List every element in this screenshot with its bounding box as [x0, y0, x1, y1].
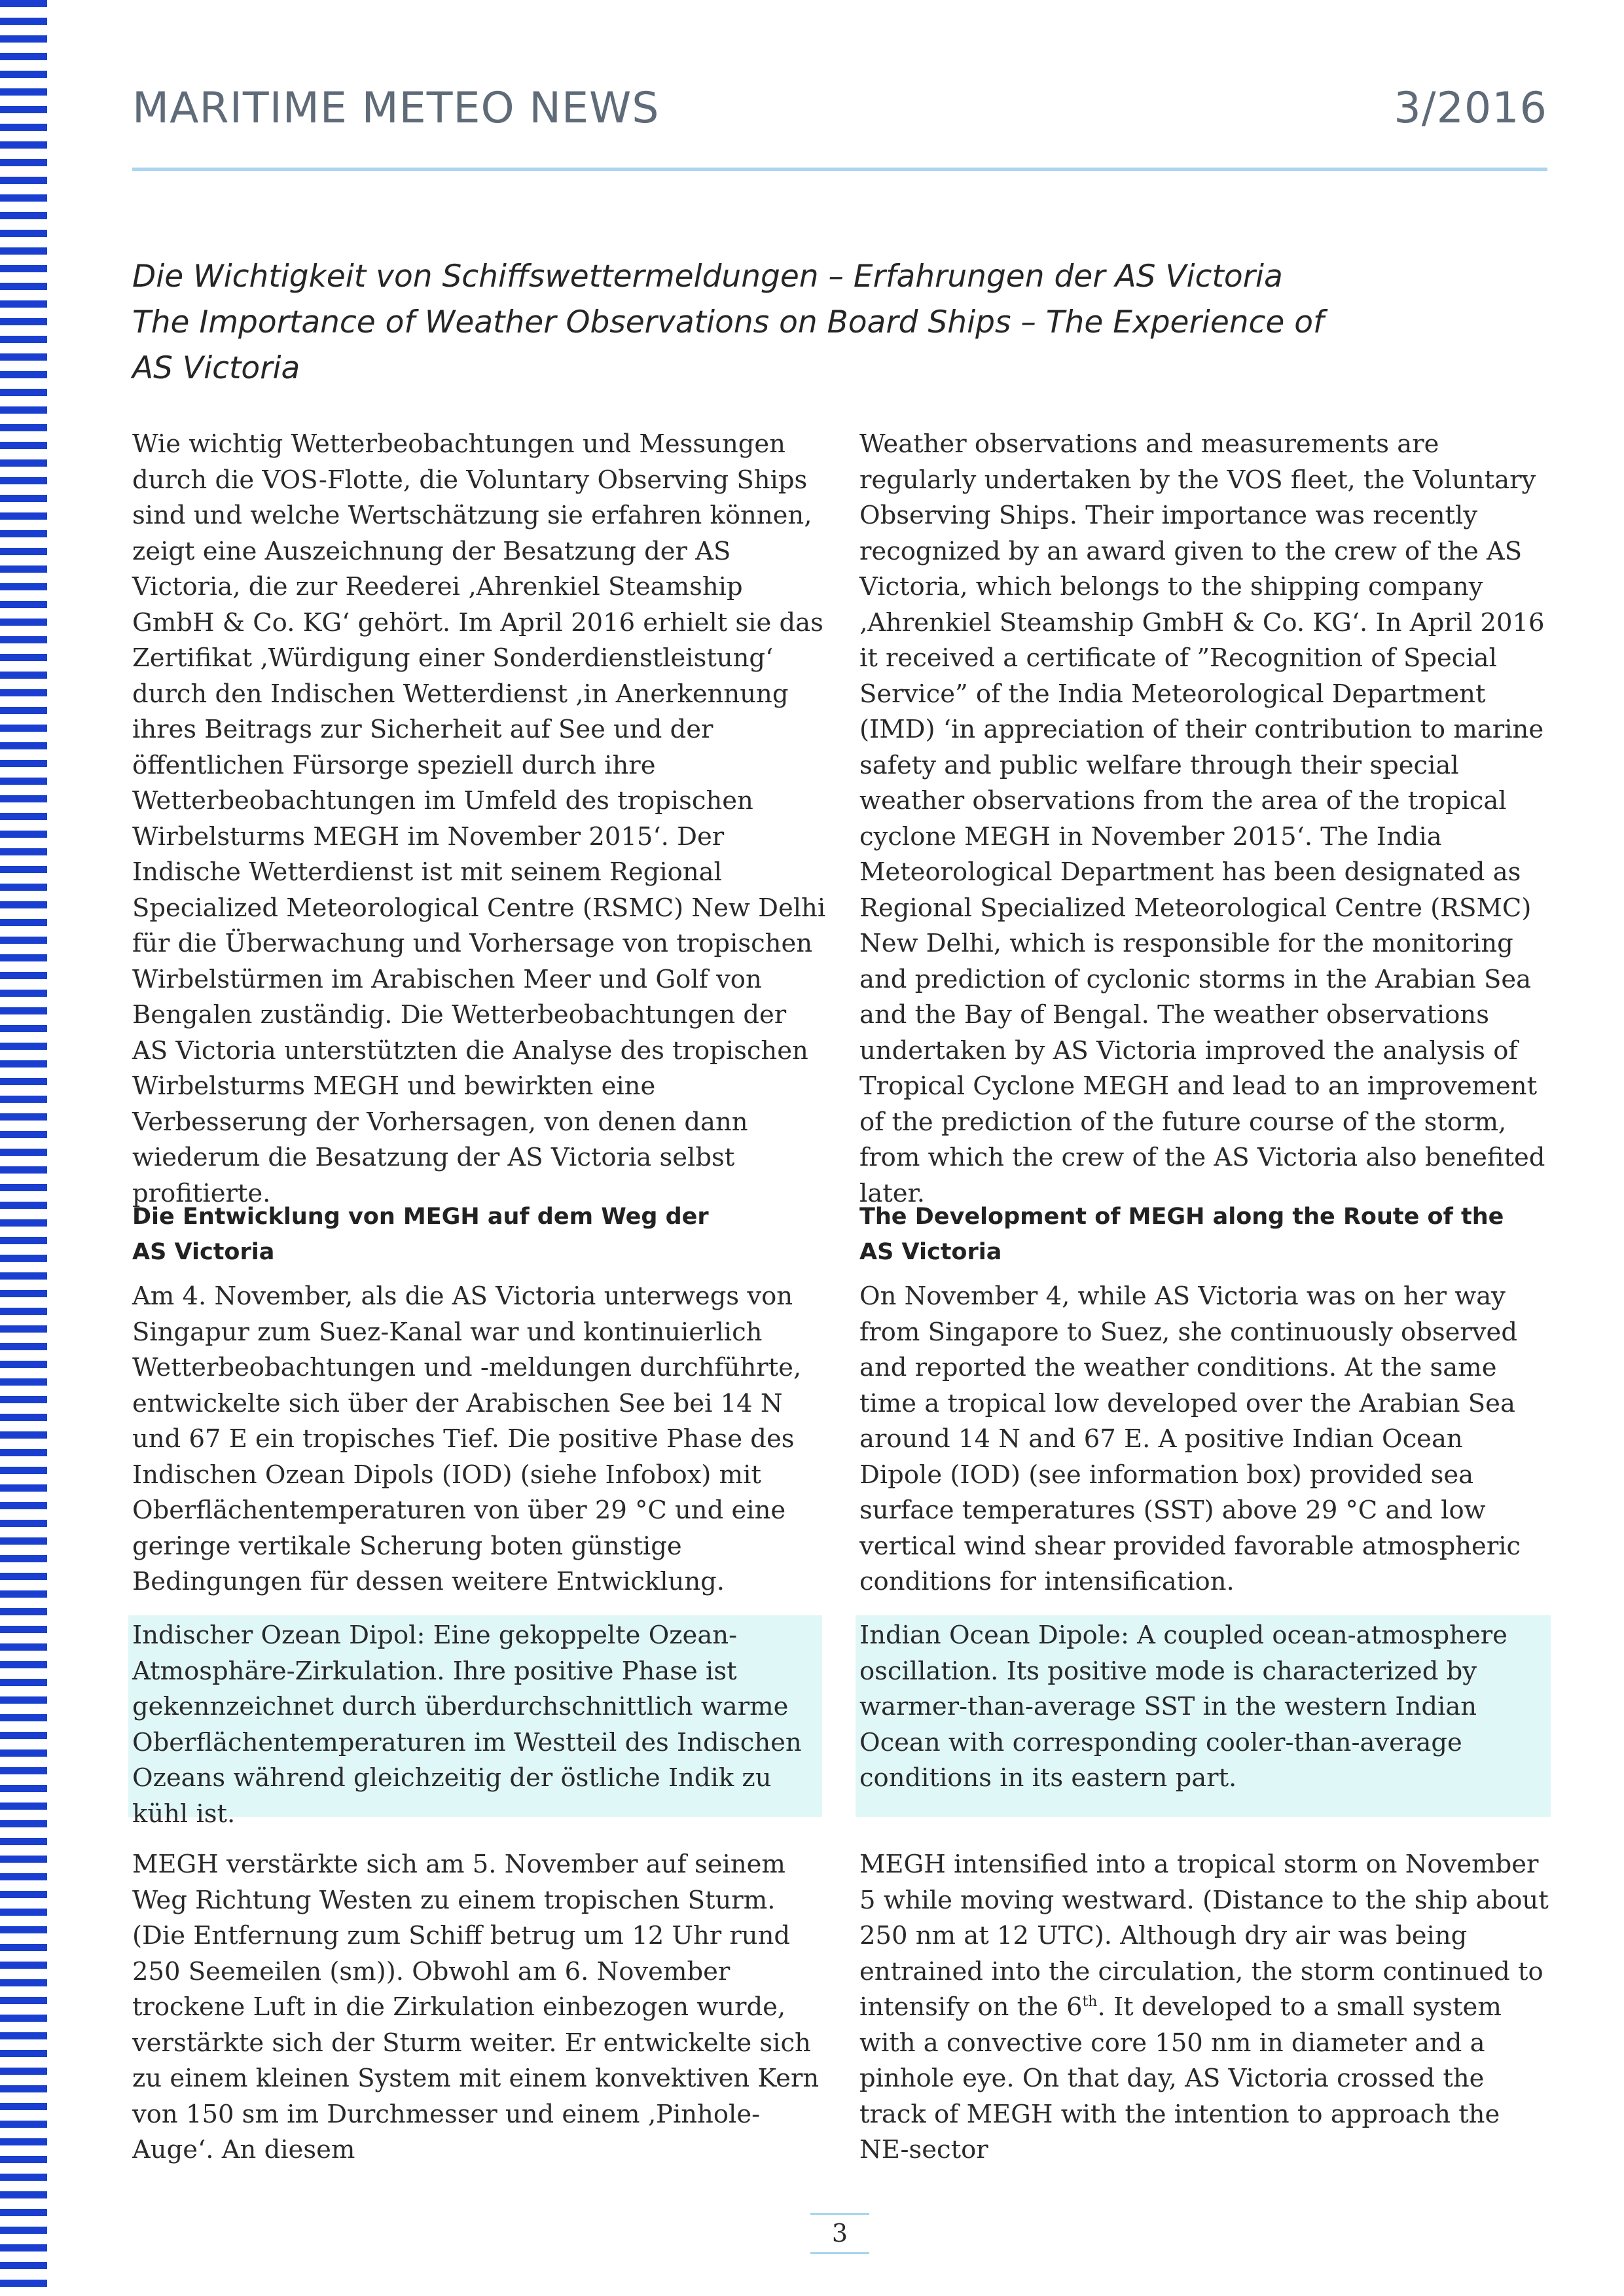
section-heading-en-line1: The Development of MEGH along the Route of the [859, 1204, 1504, 1230]
infobox-de [128, 1615, 822, 1829]
publication-title: MARITIME METEO NEWS [132, 84, 660, 133]
intro-text-en: Weather observations and measurements are regularly undertaken by the VOS fleet, the Voluntary Observing Ships. Their importance was recently recognized by an award given to the crew of the AS Victoria, which belongs to the shipping company ‚Ahrenkiel Steamship GmbH & Co. KG‘. In April 2016 it received a certificate of ”Recognition of Special Service” of the India Meteorological Department (IMD) ‘in appreciation of their contribution to marine safety and public welfare through their special weather observations from the area of the tropical cyclone MEGH in November 2015‘. The India Meteorological Department has been designated as Regional Specialized Meteorological Centre (RSMC) New Delhi, which is responsible for the monitoring and prediction of cyclonic storms in the Arabian Sea and the Bay of Bengal. The weather observations undertaken by AS Victoria improved the analysis of Tropical Cyclone MEGH and lead to an improvement of the prediction of the future course of the storm, from which the crew of the AS Victoria also benefited later. [859, 429, 1545, 1208]
section-heading-en-line2: AS Victoria [859, 1239, 1002, 1265]
header-divider [132, 168, 1547, 171]
infobox-text-de: Indischer Ozean Dipol: Eine gekoppelte Ozean-Atmosphäre-Zirkulation. Ihre positive Phase ist gekennzeichnet durch überdurchschnittlich warme Oberflächentemperaturen im Westteil des Indischen Ozeans während gleichzeitig der östliche Indik zu kühl ist. [132, 1621, 802, 1829]
continuation-text-en [859, 1847, 1553, 2168]
intro-paragraph-de [132, 427, 826, 1211]
article-title-de: Die Wichtigkeit von Schiffswettermeldungen – Erfahrungen der AS Victoria [132, 259, 1283, 295]
infobox-en [856, 1615, 1551, 1817]
continuation-de [132, 1847, 826, 2168]
page-number: 3 [831, 2219, 848, 2248]
section-heading-de [132, 1199, 826, 1270]
article-title-en-line1: The Importance of Weather Observations on Board Ships – The Experience of [132, 304, 1324, 340]
intro-paragraph-en [859, 427, 1553, 1211]
article-title-en-line2: AS Victoria [132, 350, 300, 386]
continuation-en-part1: MEGH intensified into a tropical storm on November 5 while moving westward. (Distance to the ship about 250 nm at 12 UTC). Although dry air was being entrained into the circulation, the storm continued to intensify on the 6 [859, 1850, 1549, 2022]
intro-text-de: Wie wichtig Wetterbeobachtungen und Messungen durch die VOS-Flotte, die Voluntary Observing Ships sind und welche Wertschätzung sie erfahren können, zeigt eine Auszeichnung der Besatzung der AS Victoria, die zur Reederei ‚Ahrenkiel Steamship GmbH & Co. KG‘ gehört. Im April 2016 erhielt sie das Zertifikat ‚Würdigung einer Sonderdienstleistung‘ durch den Indischen Wetterdienst ‚in Anerkennung ihres Beitrags zur Sicherheit auf See und der öffentlichen Fürsorge speziell durch ihre Wetterbeobachtungen im Umfeld des tropischen Wirbelsturms MEGH im November 2015‘. Der Indische Wetterdienst ist mit seinem Regional Specialized Meteorological Centre (RSMC) New Delhi für die Überwachung und Vorhersage von tropischen Wirbelstürmen im Arabischen Meer und Golf von Bengalen zuständig. Die Wetterbeobachtungen der AS Victoria unterstützten die Analyse des tropischen Wirbelsturms MEGH und bewirkten eine Verbesserung der Vorhersagen, von denen dann wiederum die Besatzung der AS Victoria selbst profitierte. [132, 429, 826, 1208]
page-number-rule-top [810, 2213, 869, 2215]
page-number-box [810, 2213, 869, 2256]
section-heading-en [859, 1199, 1553, 1270]
continuation-en-part2: . It developed to a small system with a convective core 150 nm in diameter and a pinhole eye. On that day, AS Victoria crossed the track of MEGH with the intention to approach the NE-sector [859, 1992, 1502, 2164]
section-text-en: On November 4, while AS Victoria was on her way from Singapore to Suez, she continuously observed and reported the weather conditions. At the same time a tropical low developed over the Arabian Sea around 14 N and 67 E. A positive Indian Ocean Dipole (IOD) (see information box) provided sea surface temperatures (SST) above 29 °C and low vertical wind shear provided favorable atmospheric conditions for intensification. [859, 1282, 1521, 1596]
section-heading-de-line1: Die Entwicklung von MEGH auf dem Weg der [132, 1204, 709, 1230]
infobox-text-en: Indian Ocean Dipole: A coupled ocean-atmosphere oscillation. Its positive mode is characterized by warmer-than-average SST in the western Indian Ocean with corresponding cooler-than-average conditions in its eastern part. [859, 1621, 1507, 1793]
section-body-en [859, 1279, 1553, 1600]
continuation-text-de: MEGH verstärkte sich am 5. November auf seinem Weg Richtung Westen zu einem tropischen Sturm. (Die Entfernung zum Schiff betrug um 12 Uhr rund 250 Seemeilen (sm)). Obwohl am 6. November trockene Luft in die Zirkulation einbezogen wurde, verstärkte sich der Sturm weiter. Er entwickelte sich zu einem kleinen System mit einem konvektiven Kern von 150 sm im Durchmesser und einem ‚Pinhole-Auge‘. An diesem [132, 1850, 820, 2164]
section-body-de [132, 1279, 826, 1600]
continuation-en [859, 1847, 1553, 2168]
article-title [132, 254, 1481, 391]
decorative-side-stripes [0, 0, 47, 2296]
section-heading-de-line2: AS Victoria [132, 1239, 275, 1265]
page-number-rule-bottom [810, 2252, 869, 2254]
ordinal-superscript: th [1082, 1994, 1098, 2011]
section-text-de: Am 4. November, als die AS Victoria unterwegs von Singapur zum Suez-Kanal war und kontinuierlich Wetterbeobachtungen und -meldungen durchführte, entwickelte sich über der Arabischen See bei 14 N und 67 E ein tropisches Tief. Die positive Phase des Indischen Ozean Dipols (IOD) (siehe Infobox) mit Oberflächentemperaturen von über 29 °C und eine geringe vertikale Scherung boten günstige Bedingungen für dessen weitere Entwicklung. [132, 1282, 802, 1596]
issue-number: 3/2016 [1394, 84, 1547, 133]
